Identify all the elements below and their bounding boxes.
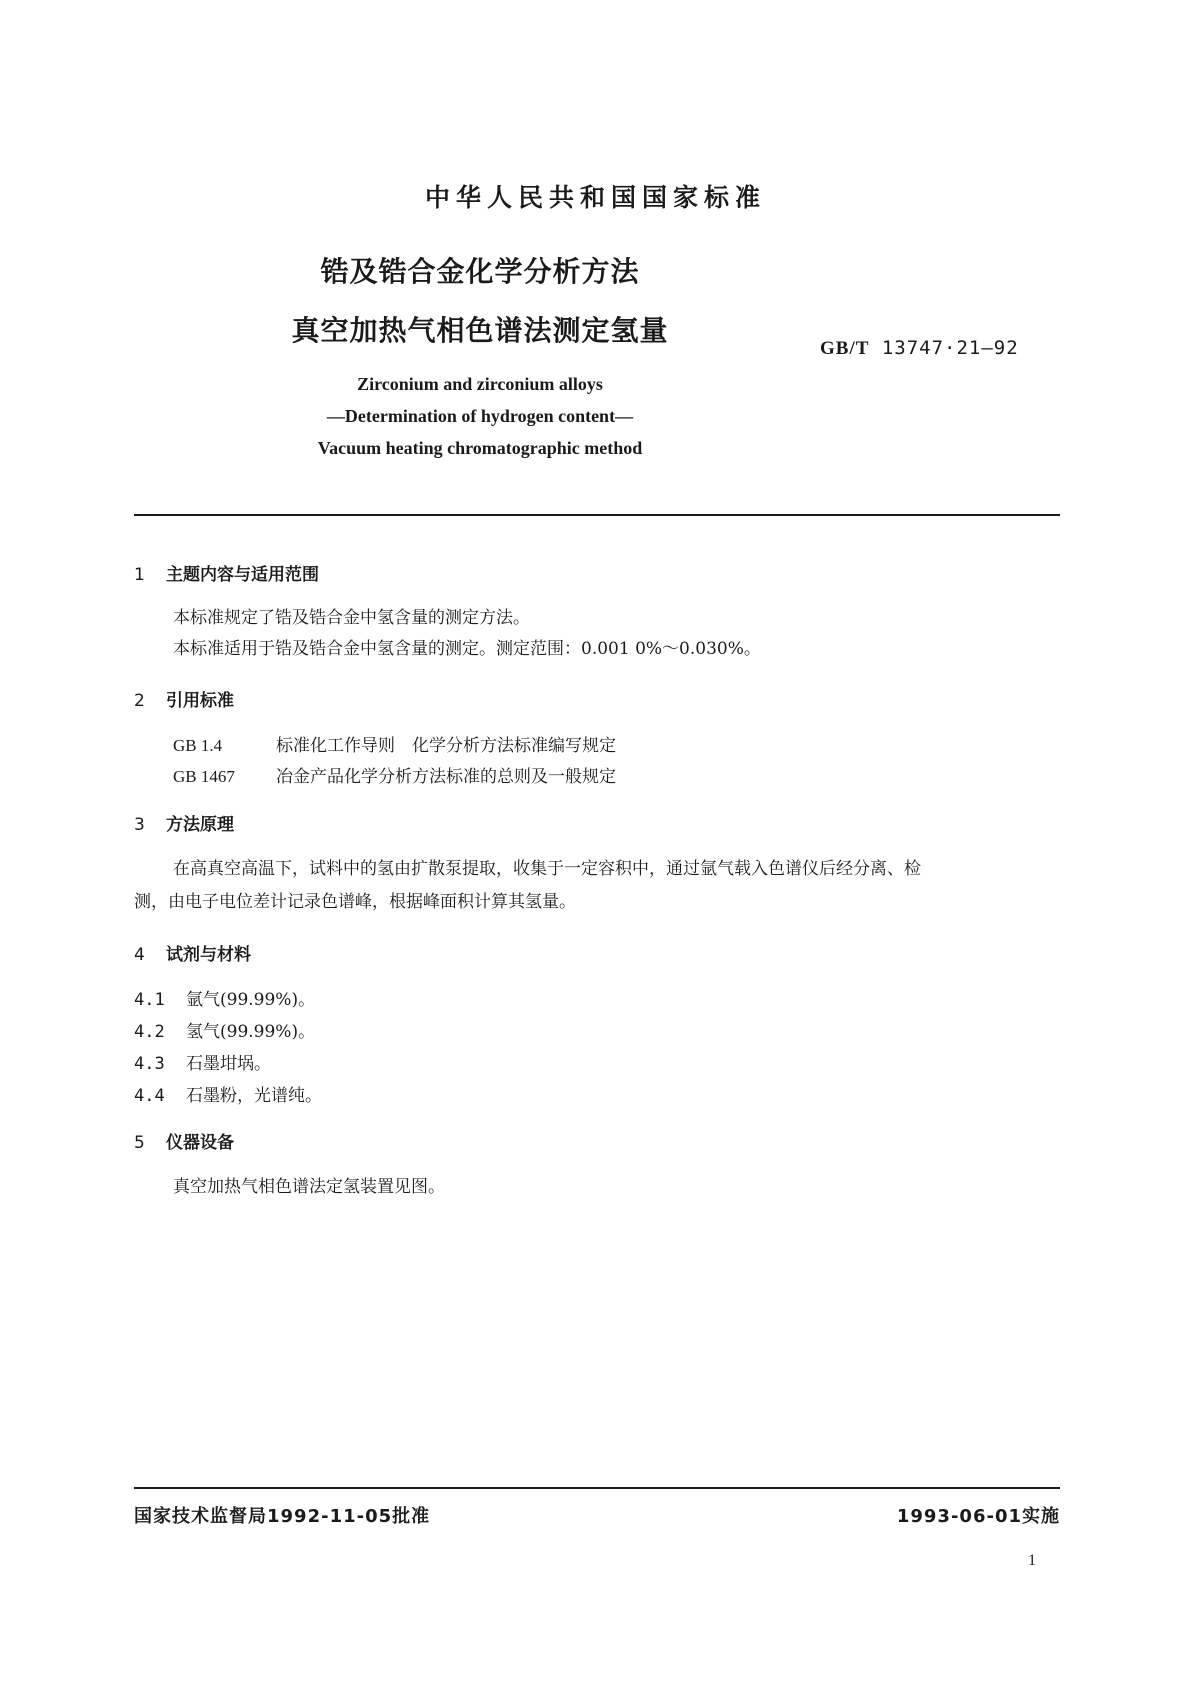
section-1-para-1: 本标准规定了锆及锆合金中氢含量的测定方法。: [173, 608, 530, 628]
section-2-number: 2: [134, 691, 145, 711]
title-cn-line2: 真空加热气相色谱法测定氢量: [291, 314, 669, 347]
list-item: [134, 985, 315, 1010]
section-3-number: 3: [134, 815, 145, 835]
footer-divider: [134, 1487, 1060, 1489]
item-number: 4.3: [134, 1054, 165, 1074]
title-en-line1: Zirconium and zirconium alloys: [357, 374, 603, 394]
section-5-para-1: 真空加热气相色谱法定氢装置见图。: [173, 1177, 445, 1197]
section-1-para-2: 本标准适用于锆及锆合金中氢含量的测定。测定范围：0.001 0%～0.030%。: [173, 639, 761, 659]
item-text: 氩气(99.99%)。: [186, 990, 316, 1010]
section-4-heading: [134, 940, 251, 965]
list-item: [134, 1017, 315, 1042]
reference-code: GB 1467: [173, 767, 235, 786]
list-item: [134, 1049, 271, 1074]
section-5-number: 5: [134, 1133, 145, 1153]
section-3-heading: [134, 810, 234, 835]
effective-date: 1993-06-01实施: [896, 1506, 1060, 1527]
section-2-title: 引用标准: [166, 691, 234, 711]
national-standard-heading: 中华人民共和国国家标准: [424, 183, 766, 212]
item-text: 氢气(99.99%)。: [186, 1022, 316, 1042]
reference-item: [173, 731, 616, 756]
item-text: 石墨坩埚。: [186, 1054, 271, 1074]
title-en-line3: Vacuum heating chromatographic method: [317, 438, 643, 458]
item-text: 石墨粉，光谱纯。: [186, 1086, 322, 1106]
section-4-number: 4: [134, 945, 145, 965]
item-number: 4.4: [134, 1086, 165, 1106]
section-3-para-line-2: 测，由电子电位差计记录色谱峰，根据峰面积计算其氢量。: [134, 892, 576, 912]
reference-text: 冶金产品化学分析方法标准的总则及一般规定: [276, 767, 616, 787]
page-number: 1: [1028, 1552, 1036, 1569]
item-number: 4.1: [134, 990, 165, 1010]
standard-code: 13747·21—92: [881, 337, 1019, 359]
standard-number: [820, 337, 1019, 360]
section-1-heading: [134, 560, 319, 585]
approval-date: 国家技术监督局1992-11-05批准: [134, 1506, 431, 1527]
standard-prefix: GB/T: [820, 338, 870, 359]
title-cn-line1: 锆及锆合金化学分析方法: [320, 255, 640, 288]
section-3-para-line-1: 在高真空高温下，试料中的氢由扩散泵提取，收集于一定容积中，通过氩气载入色谱仪后经分离、检: [173, 859, 921, 879]
header-divider: [134, 514, 1060, 516]
list-item: [134, 1081, 322, 1106]
section-1-title: 主题内容与适用范围: [166, 565, 319, 585]
section-5-heading: [134, 1128, 234, 1153]
reference-text: 标准化工作导则 化学分析方法标准编写规定: [276, 736, 616, 756]
section-5-title: 仪器设备: [166, 1133, 234, 1153]
reference-item: [173, 762, 616, 787]
section-3-title: 方法原理: [166, 815, 234, 835]
section-2-heading: [134, 686, 234, 711]
reference-code: GB 1.4: [173, 736, 223, 755]
item-number: 4.2: [134, 1022, 165, 1042]
section-4-title: 试剂与材料: [166, 945, 251, 965]
title-en-line2: —Determination of hydrogen content—: [326, 406, 634, 426]
section-1-number: 1: [134, 565, 145, 585]
